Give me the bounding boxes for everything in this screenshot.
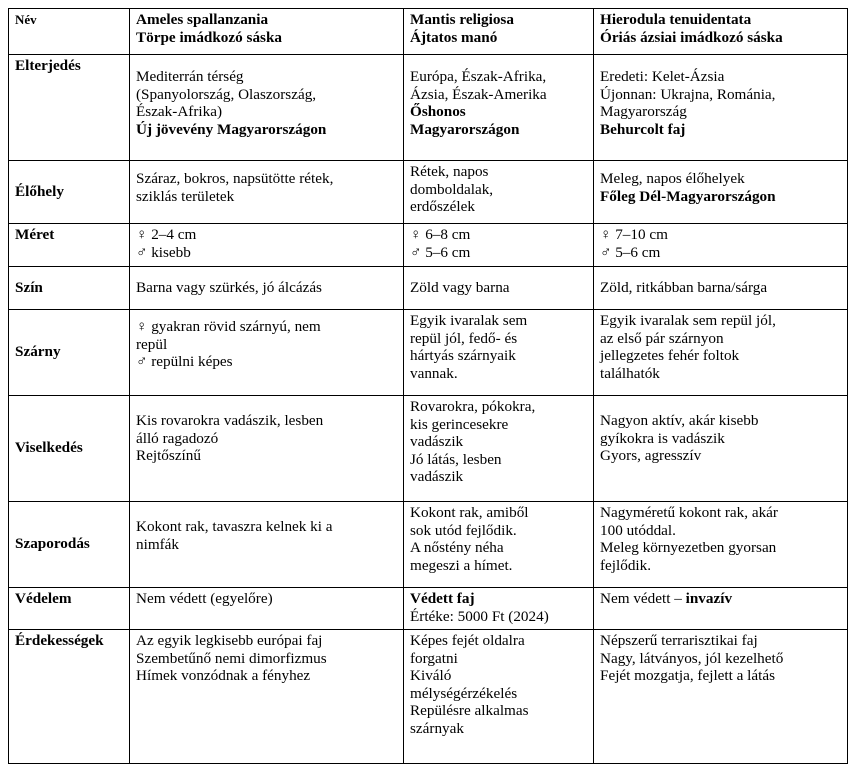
cell-elterjedes-ameles: Mediterrán térség (Spanyolország, Olaszország, Észak-Afrika) Új jövevény Magyarországon — [130, 55, 404, 161]
cell-meret-hierodula: ♀ 7–10 cm ♂ 5–6 cm — [594, 224, 848, 267]
cell-elohely-mantis: Rétek, napos domboldalak, erdőszélek — [404, 161, 594, 224]
row-vedelem — [9, 588, 848, 630]
cell-viselkedes-hierodula: Nagyon aktív, akár kisebb gyíkokra is vadászik Gyors, agresszív — [594, 396, 848, 502]
row-szin — [9, 267, 848, 310]
row-label-vedelem: Védelem — [9, 588, 130, 630]
cell-elohely-hierodula: Meleg, napos élőhelyek Főleg Dél-Magyarországon — [594, 161, 848, 224]
cell-erdekessegek-ameles: Az egyik legkisebb európai faj Szembetűnő nemi dimorfizmus Hímek vonzódnak a fényhez — [130, 630, 404, 764]
cell-szaporodas-mantis: Kokont rak, amiből sok utód fejlődik. A nőstény néha megeszi a hímet. — [404, 502, 594, 588]
cell-szarny-ameles: ♀ gyakran rövid szárnyú, nem repül ♂ repülni képes — [130, 310, 404, 396]
cell-elohely-ameles: Száraz, bokros, napsütötte rétek, sziklás területek — [130, 161, 404, 224]
cell-viselkedes-ameles: Kis rovarokra vadászik, lesben álló ragadozó Rejtőszínű — [130, 396, 404, 502]
cell-meret-mantis: ♀ 6–8 cm ♂ 5–6 cm — [404, 224, 594, 267]
row-elohely — [9, 161, 848, 224]
header-mantis: Mantis religiosa Ájtatos manó — [404, 9, 594, 55]
cell-szarny-hierodula: Egyik ivaralak sem repül jól, az első pár szárnyon jellegzetes fehér foltok találhatók — [594, 310, 848, 396]
row-elterjedes — [9, 55, 848, 161]
row-szaporodas — [9, 502, 848, 588]
cell-vedelem-ameles: Nem védett (egyelőre) — [130, 588, 404, 630]
row-szarny — [9, 310, 848, 396]
row-label-meret: Méret — [9, 224, 130, 267]
cell-erdekessegek-hierodula: Népszerű terrarisztikai faj Nagy, látványos, jól kezelhető Fejét mozgatja, fejlett a látás — [594, 630, 848, 764]
row-label-viselkedes: Viselkedés — [9, 396, 130, 502]
cell-szin-mantis: Zöld vagy barna — [404, 267, 594, 310]
cell-viselkedes-mantis: Rovarokra, pókokra, kis gerincesekre vadászik Jó látás, lesben vadászik — [404, 396, 594, 502]
cell-elterjedes-mantis: Európa, Észak-Afrika, Ázsia, Észak-Amerika Őshonos Magyarországon — [404, 55, 594, 161]
header-row — [9, 9, 848, 55]
cell-szarny-mantis: Egyik ivaralak sem repül jól, fedő- és hártyás szárnyaik vannak. — [404, 310, 594, 396]
row-erdekessegek — [9, 630, 848, 764]
row-label-szaporodas: Szaporodás — [9, 502, 130, 588]
cell-szin-hierodula: Zöld, ritkábban barna/sárga — [594, 267, 848, 310]
cell-vedelem-mantis: Védett faj Értéke: 5000 Ft (2024) — [404, 588, 594, 630]
header-name-cell: Név — [9, 9, 130, 55]
row-label-szin: Szín — [9, 267, 130, 310]
row-label-elterjedes: Elterjedés — [9, 55, 130, 161]
header-ameles: Ameles spallanzania Törpe imádkozó sáska — [130, 9, 404, 55]
row-meret — [9, 224, 848, 267]
cell-szaporodas-ameles: Kokont rak, tavaszra kelnek ki a nimfák — [130, 502, 404, 588]
cell-elterjedes-hierodula: Eredeti: Kelet-Ázsia Újonnan: Ukrajna, Románia, Magyarország Behurcolt faj — [594, 55, 848, 161]
comparison-table — [8, 8, 848, 764]
row-label-szarny: Szárny — [9, 310, 130, 396]
row-label-erdekessegek: Érdekességek — [9, 630, 130, 764]
cell-szaporodas-hierodula: Nagyméretű kokont rak, akár 100 utóddal. Meleg környezetben gyorsan fejlődik. — [594, 502, 848, 588]
cell-meret-ameles: ♀ 2–4 cm ♂ kisebb — [130, 224, 404, 267]
header-hierodula: Hierodula tenuidentata Óriás ázsiai imádkozó sáska — [594, 9, 848, 55]
cell-erdekessegek-mantis: Képes fejét oldalra forgatni Kiváló mélységérzékelés Repülésre alkalmas szárnyak — [404, 630, 594, 764]
row-viselkedes — [9, 396, 848, 502]
cell-vedelem-hierodula: Nem védett – invazív — [594, 588, 848, 630]
row-label-elohely: Élőhely — [9, 161, 130, 224]
cell-szin-ameles: Barna vagy szürkés, jó álcázás — [130, 267, 404, 310]
